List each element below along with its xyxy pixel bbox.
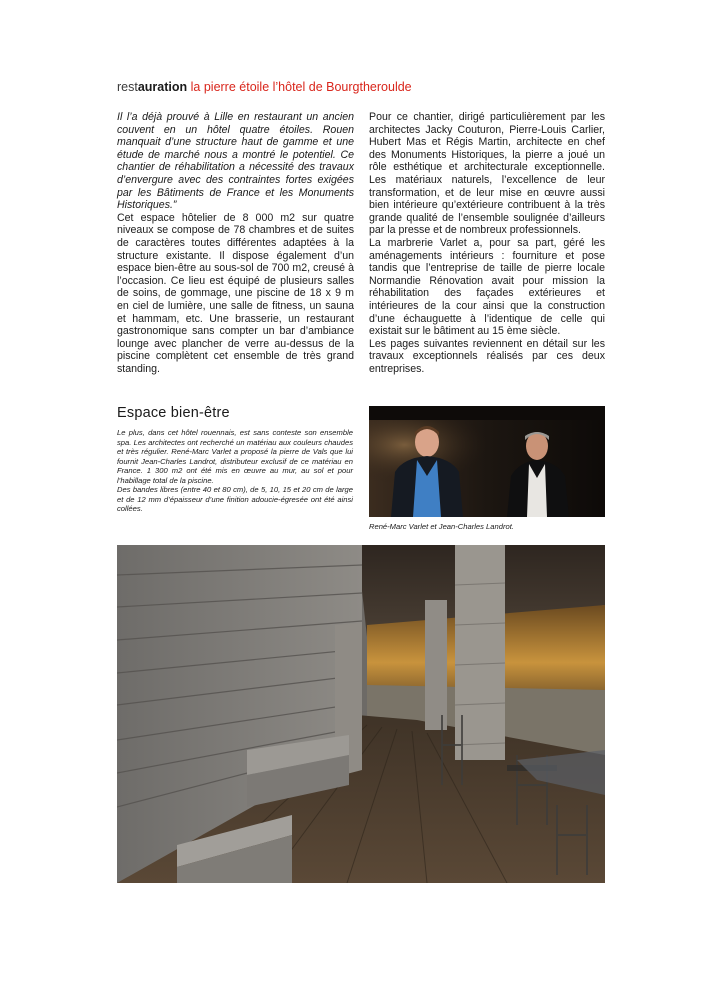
intro-paragraph-2: Pour ce chantier, dirigé particulièrement par les architectes Jacky Couturon, Pierre-Louis Carlier, Hubert Mas et Régis Martin, architecte en chef des Monuments Historiques, la pierre a joué un rôle esthétique et architecturale exceptionnelle. Les matériaux naturels, l’excellence de leur transformation, et de leur mise en œuvre aussi bien intérieure qu’extérieure contribuent à la très grande qualité de l’ensemble soulignée d’ailleurs par la presse et de nombreux professionnels. (369, 111, 605, 237)
portrait-photo (369, 406, 605, 517)
photo-two-men-icon (369, 406, 605, 517)
article-subtitle: la pierre étoile l’hôtel de Bourgtheroulde (190, 80, 412, 94)
right-column (369, 111, 605, 375)
section-prefix: rest (117, 80, 138, 94)
intro-quote: Il l’a déjà prouvé à Lille en restaurant un ancien couvent en un hôtel quatre étoiles. Rouen manquait d’une structure haut de gamme et une étude de marché nous a montré le potentiel. Ce chantier de réhabilitation a nécessité des travaux d’envergure avec des contraintes fortes exigées par les Bâtiments de France et les Monuments Historiques.” (117, 111, 354, 212)
portrait-caption: René-Marc Varlet et Jean-Charles Landrot. (369, 522, 514, 531)
spa-caption-1: Le plus, dans cet hôtel rouennais, est sans conteste son ensemble spa. Les architectes ont recherché un matériau aux couleurs chaudes et très régulier. René-Marc Varlet a proposé la pierre de Vals que lui fournit Jean-Charles Landrot, distributeur exclusif de ce matériau en France. 1 300 m2 ont été mis en œuvre au mur, au sol et pour l’habillage total de la piscine. (117, 428, 353, 485)
section-title: Espace bien-être (117, 405, 230, 421)
intro-paragraph-4: Les pages suivantes reviennent en détail sur les travaux exceptionnels réalisés par ces deux entreprises. (369, 337, 605, 375)
page-header (117, 79, 607, 95)
photo-spa-interior-icon (117, 545, 605, 883)
left-column (117, 111, 354, 375)
section-suffix: auration (137, 80, 188, 94)
spa-caption-2: Des bandes libres (entre 40 et 80 cm), de 5, 10, 15 et 20 cm de large et de 12 mm d’épaisseur d’une finition adoucie-égresée ont été ainsi collées. (117, 485, 353, 513)
spa-caption (117, 428, 353, 514)
intro-paragraph-3: La marbrerie Varlet a, pour sa part, géré les aménagements intérieurs : fourniture et pose tandis que l’entreprise de taille de pierre locale Normandie Rénovation avait pour mission la réhabilitation des façades extérieures et intérieures de la cour ainsi que la construction d’une échauguette à l’identique de celle qui existait sur le bâtiment au 15 ème siècle. (369, 236, 605, 338)
spa-photo (117, 545, 605, 883)
intro-paragraph-1: Cet espace hôtelier de 8 000 m2 sur quatre niveaux se compose de 78 chambres et de suites de caractères toutes différentes adaptées à la structure existante. Il dispose également d’un espace bien-être au sous-sol de 700 m2, creusé à l’occasion. Ce lieu est équipé de plusieurs salles de soins, de gommage, une piscine de 18 x 9 m en ciel de lumière, une salle de fitness, un sauna et hammam, etc. Une brasserie, un restaurant gastronomique sans compter un bar d’ambiance lounge avec plancher de verre au-dessus de la piscine complètent cet ensemble de très grand standing. (117, 211, 354, 375)
